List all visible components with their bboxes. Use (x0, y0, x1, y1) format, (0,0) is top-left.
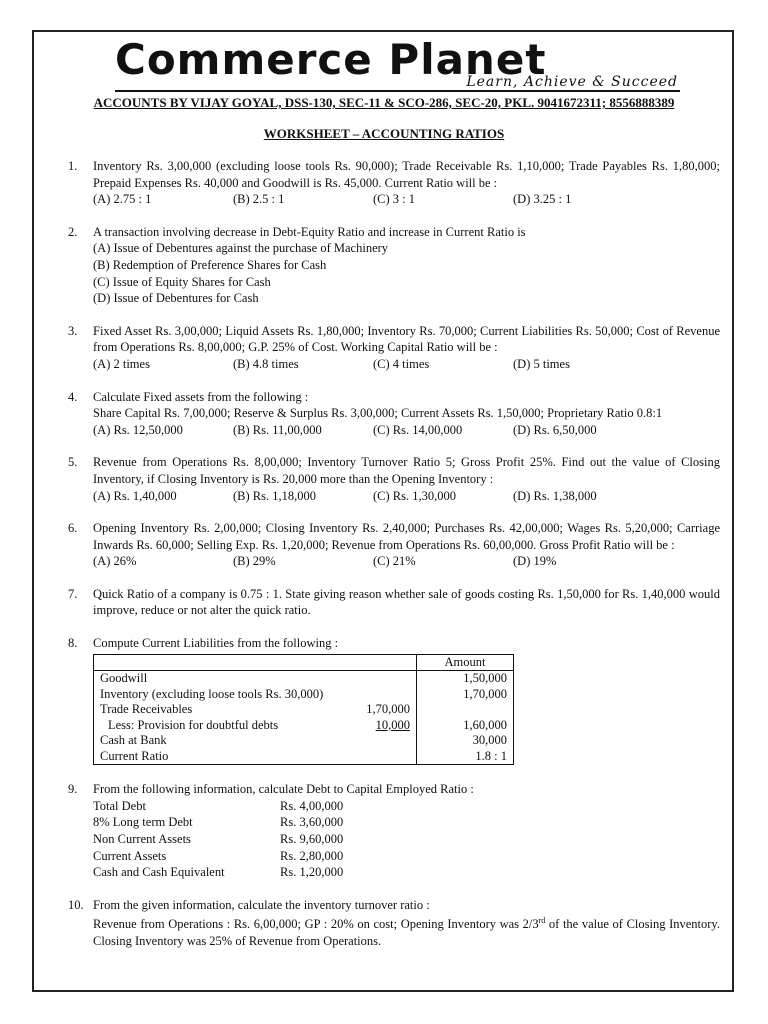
brand-logo (115, 35, 680, 96)
row-label: Current Ratio (100, 748, 169, 763)
question-text: From the given information, calculate the inventory turnover ratio : (93, 897, 430, 912)
row-amount: 1,60,000 (417, 718, 514, 734)
question-4 (68, 389, 720, 439)
option-c: (C) Rs. 14,00,000 (373, 422, 463, 437)
question-text: A transaction involving decrease in Debt-Equity Ratio and increase in Current Ratio is (93, 224, 526, 239)
row-amount: 1,70,000 (417, 687, 514, 703)
question-subtext: Share Capital Rs. 7,00,000; Reserve & Surplus Rs. 3,00,000; Current Assets Rs. 1,50,000; Proprietary Ratio 0.8:1 (93, 406, 663, 421)
option-b: (B) Rs. 1,18,000 (233, 488, 316, 503)
question-number: 8. (68, 636, 78, 651)
option-a: (A) Rs. 12,50,000 (93, 422, 183, 437)
question-text: Compute Current Liabilities from the following : (93, 636, 339, 651)
logo-underline (115, 90, 680, 92)
row-amount: 30,000 (417, 733, 514, 749)
question-3 (68, 323, 720, 373)
table-row (94, 749, 514, 765)
option-c: (C) Issue of Equity Shares for Cash (93, 274, 271, 289)
item-value: Rs. 1,20,000 (280, 865, 344, 880)
item-value: Rs. 3,60,000 (280, 815, 344, 830)
option-d: (D) Rs. 6,50,000 (513, 422, 597, 437)
question-number: 2. (68, 224, 78, 239)
row-amount: 1,50,000 (417, 671, 514, 687)
row-label: Inventory (excluding loose tools Rs. 30,000) (100, 686, 324, 701)
row-mid (354, 687, 417, 703)
data-list (93, 798, 720, 881)
brand-tagline: Learn, Achieve & Succeed (466, 74, 678, 90)
address-line: ACCOUNTS BY VIJAY GOYAL, DSS-130, SEC-11 & SCO-286, SEC-20, PKL. 9041672311; 8556888389 (93, 95, 675, 110)
item-label: 8% Long term Debt (93, 815, 193, 830)
question-text: Quick Ratio of a company is 0.75 : 1. State giving reason whether sale of goods costing Rs. 1,50,000 for Rs. 1,40,000 would improve, reduce or not alter the quick ratio. (93, 586, 720, 618)
options-row (93, 422, 720, 439)
option-d: (D) 5 times (513, 356, 570, 371)
row-mid: 10,000 (375, 717, 410, 732)
question-2 (68, 224, 720, 307)
question-10 (68, 897, 720, 950)
table-row (94, 733, 514, 749)
row-label: Less: Provision for doubtful debts (108, 717, 279, 732)
option-d: (D) Rs. 1,38,000 (513, 488, 597, 503)
question-8 (68, 635, 720, 765)
question-list (68, 158, 720, 966)
row-mid (354, 671, 417, 687)
row-amount: 1.8 : 1 (417, 749, 514, 765)
table-row (94, 671, 514, 687)
option-c: (C) Rs. 1,30,000 (373, 488, 456, 503)
question-number: 7. (68, 586, 78, 601)
question-text: Inventory Rs. 3,00,000 (excluding loose tools Rs. 90,000); Trade Receivable Rs. 1,10,000; Trade Payables Rs. 1,80,000; Prepaid Expenses Rs. 40,000 and Goodwill is Rs. 45,000. Current Ratio will be : (93, 159, 720, 190)
option-a: (A) 2 times (93, 356, 150, 371)
option-b: (B) Rs. 11,00,000 (233, 422, 322, 437)
question-text: Opening Inventory Rs. 2,00,000; Closing Inventory Rs. 2,40,000; Purchases Rs. 42,00,000; Wages Rs. 5,20,000; Carriage Inwards Rs. 60,000; Selling Exp. Rs. 1,20,000; Revenue from Operations Rs. 60,00,000. Gross Profit Ratio will be : (93, 521, 720, 552)
option-b: (B) 4.8 times (233, 356, 299, 371)
question-7 (68, 586, 720, 619)
row-amount (417, 702, 514, 718)
options-row (93, 488, 720, 505)
options-row (93, 553, 720, 570)
row-mid (354, 733, 417, 749)
option-c: (C) 21% (373, 554, 416, 569)
question-number: 4. (68, 389, 78, 404)
option-c: (C) 3 : 1 (373, 192, 416, 207)
item-label: Current Assets (93, 848, 167, 863)
option-b: (B) 29% (233, 554, 276, 569)
table-row (94, 687, 514, 703)
row-mid: 1,70,000 (366, 702, 410, 717)
table-row (94, 702, 514, 718)
option-a: (A) 26% (93, 554, 137, 569)
balance-table (93, 654, 514, 766)
item-label: Cash and Cash Equivalent (93, 865, 225, 880)
item-label: Total Debt (93, 798, 146, 813)
question-number: 10. (68, 897, 84, 912)
question-subtext: Revenue from Operations : Rs. 6,00,000; GP : 20% on cost; Opening Inventory was 2/3rd of the value of Closing Inventory. Closing Inventory was 25% of Revenue from Operations. (93, 916, 720, 949)
worksheet-title: WORKSHEET – ACCOUNTING RATIOS (263, 126, 505, 141)
question-text: Calculate Fixed assets from the following : (93, 389, 309, 404)
question-number: 6. (68, 521, 78, 536)
option-a: (A) 2.75 : 1 (93, 192, 152, 207)
question-text: From the following information, calculate Debt to Capital Employed Ratio : (93, 782, 474, 797)
amount-header: Amount (417, 654, 514, 671)
row-mid (354, 749, 417, 765)
option-d: (D) Issue of Debentures for Cash (93, 291, 259, 306)
question-5 (68, 454, 720, 504)
table-row (94, 718, 514, 734)
option-a: (A) Rs. 1,40,000 (93, 488, 177, 503)
options-row (93, 191, 720, 208)
option-b: (B) 2.5 : 1 (233, 192, 285, 207)
question-text: Revenue from Operations Rs. 8,00,000; Inventory Turnover Ratio 5; Gross Profit 25%. Find out the value of Closing Inventory, if Closing Inventory is Rs. 20,000 more than the Opening Inventory : (93, 455, 720, 486)
question-1 (68, 158, 720, 208)
question-number: 3. (68, 323, 78, 338)
option-b: (B) Redemption of Preference Shares for Cash (93, 257, 327, 272)
row-label: Trade Receivables (100, 702, 193, 717)
brand-name: Commerce Planet (115, 35, 547, 84)
item-value: Rs. 4,00,000 (280, 798, 344, 813)
item-value: Rs. 2,80,000 (280, 848, 344, 863)
option-d: (D) 3.25 : 1 (513, 192, 572, 207)
option-d: (D) 19% (513, 554, 557, 569)
option-c: (C) 4 times (373, 356, 430, 371)
question-text: Fixed Asset Rs. 3,00,000; Liquid Assets Rs. 1,80,000; Inventory Rs. 70,000; Current Liabilities Rs. 50,000; Cost of Revenue from Operations Rs. 8,00,000; G.P. 25% of Cost. Working Capital Ratio will be : (93, 323, 720, 355)
item-label: Non Current Assets (93, 831, 191, 846)
table-header-row (94, 654, 514, 671)
options-row (93, 356, 720, 373)
option-a: (A) Issue of Debentures against the purchase of Machinery (93, 241, 389, 256)
question-number: 9. (68, 782, 78, 797)
row-label: Cash at Bank (100, 733, 167, 748)
question-9 (68, 781, 720, 881)
question-number: 5. (68, 455, 78, 470)
question-number: 1. (68, 159, 78, 173)
item-value: Rs. 9,60,000 (280, 831, 344, 846)
question-6 (68, 520, 720, 570)
row-label: Goodwill (100, 671, 148, 686)
